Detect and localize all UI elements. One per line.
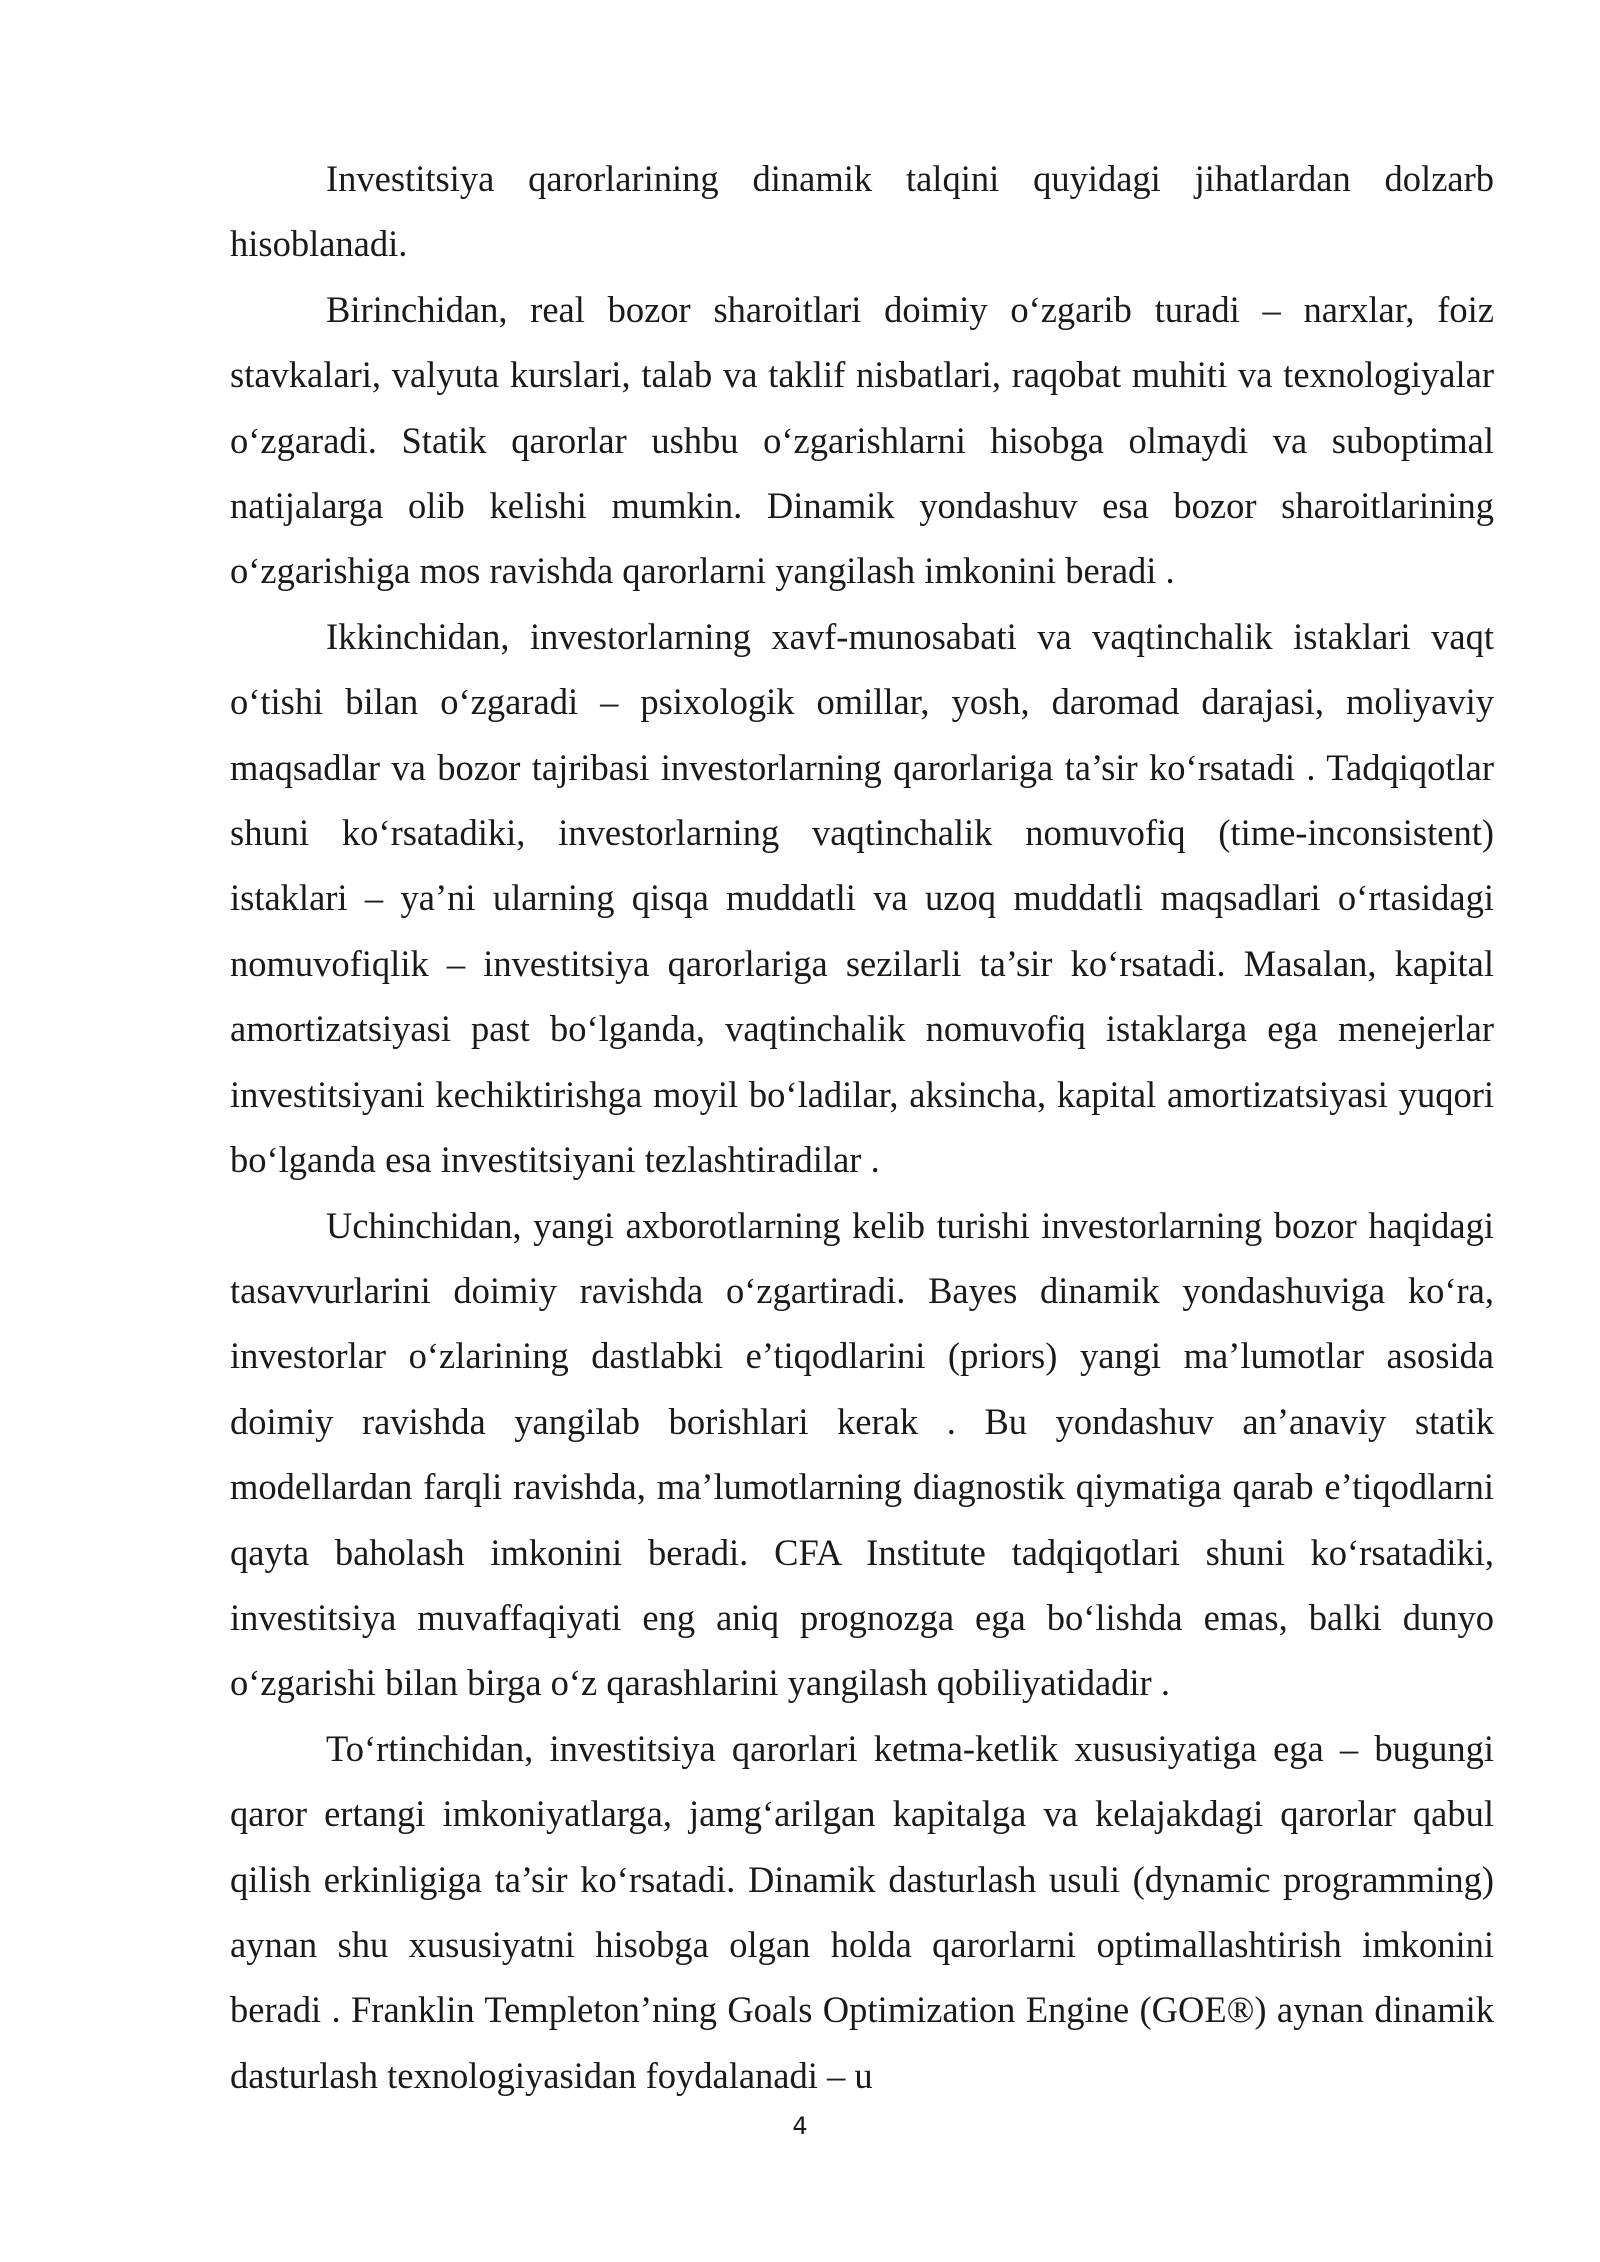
paragraph-intro: Investitsiya qarorlarining dinamik talqini quyidagi jihatlardan dolzarb hisoblanadi. [230, 158, 1494, 265]
paragraph-third-point: Uchinchidan, yangi axborotlarning kelib turishi investorlarning bozor haqidagi tasavvurlarini doimiy ravishda o‘zgartiradi. Bayes dinamik yondashuviga ko‘ra, investorlar o‘zlarining dastlabki e’tiqodlarini (priors) yangi ma’lumotlar asosida doimiy ravishda yangilab borishlari kerak . Bu yondashuv an’anaviy statik modellardan farqli ravishda, ma’lumotlarning diagnostik qiymatiga qarab e’tiqodlarni qayta baholash imkonini beradi. CFA Institute tadqiqotlari shuni ko‘rsatadiki, investitsiya muvaffaqiyati eng aniq prognozga ega bo‘lishda emas, balki dunyo o‘zgarishi bilan birga o‘z qarashlarini yangilash qobiliyatidadir . [230, 1204, 1494, 1704]
body-text [230, 146, 1494, 2108]
paragraph-fourth-point: To‘rtinchidan, investitsiya qarorlari ketma-ketlik xususiyatiga ega – bugungi qaror ertangi imkoniyatlarga, jamg‘arilgan kapitalga va kelajakdagi qarorlar qabul qilish erkinligiga ta’sir ko‘rsatadi. Dinamik dasturlash usuli (dynamic programming) aynan shu xususiyatni hisobga olgan holda qarorlarni optimallashtirish imkonini beradi . Franklin Templeton’ning Goals Optimization Engine (GOE®) aynan dinamik dasturlash texnologiyasidan foydalanadi – u [230, 1727, 1494, 2096]
paragraph-first-point: Birinchidan, real bozor sharoitlari doimiy o‘zgarib turadi – narxlar, foiz stavkalari, valyuta kurslari, talab va taklif nisbatlari, raqobat muhiti va texnologiyalar o‘zgaradi. Statik qarorlar ushbu o‘zgarishlarni hisobga olmaydi va suboptimal natijalarga olib kelishi mumkin. Dinamik yondashuv esa bozor sharoitlarining o‘zgarishiga mos ravishda qarorlarni yangilash imkonini beradi . [230, 288, 1494, 592]
page-number: 4 [792, 2112, 808, 2140]
paragraph-second-point: Ikkinchidan, investorlarning xavf-munosabati va vaqtinchalik istaklari vaqt o‘tishi bilan o‘zgaradi – psixologik omillar, yosh, daromad darajasi, moliyaviy maqsadlar va bozor tajribasi investorlarning qarorlariga ta’sir ko‘rsatadi . Tadqiqotlar shuni ko‘rsatadiki, investorlarning vaqtinchalik nomuvofiq (time-inconsistent) istaklari – ya’ni ularning qisqa muddatli va uzoq muddatli maqsadlari o‘rtasidagi nomuvofiqlik – investitsiya qarorlariga sezilarli ta’sir ko‘rsatadi. Masalan, kapital amortizatsiyasi past bo‘lganda, vaqtinchalik nomuvofiq istaklarga ega menejerlar investitsiyani kechiktirishga moyil bo‘ladilar, aksincha, kapital amortizatsiyasi yuqori bo‘lganda esa investitsiyani tezlashtiradilar . [230, 615, 1494, 1181]
